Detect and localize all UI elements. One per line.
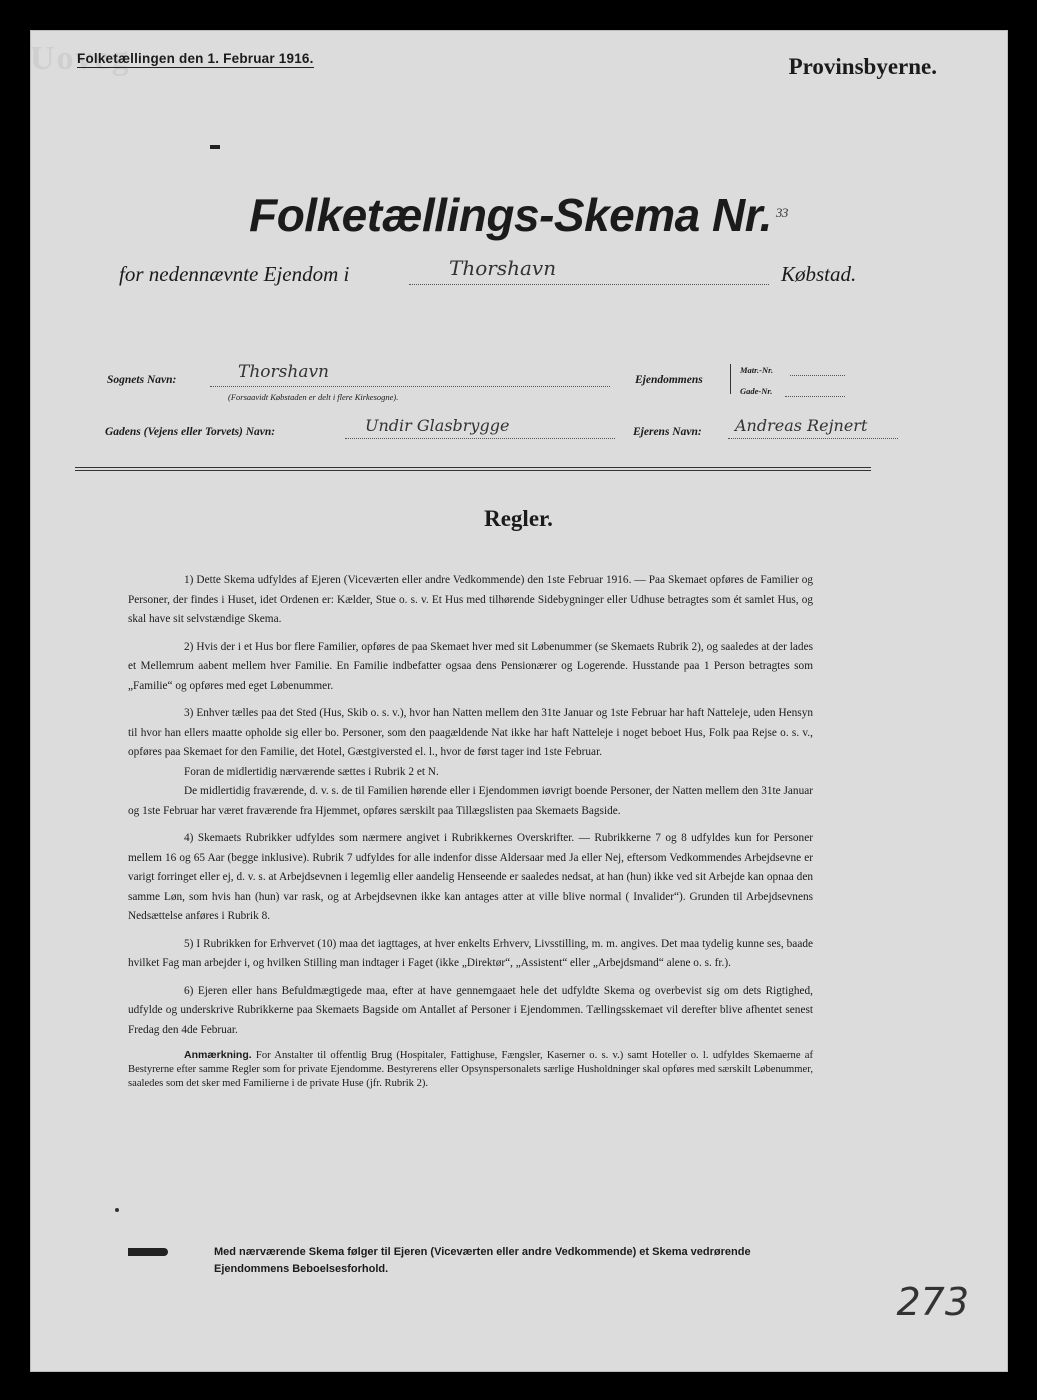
ejer-dotline xyxy=(728,438,898,439)
rules-body xyxy=(128,571,813,1099)
bleed-through-mark: Uoveg xyxy=(30,40,131,77)
town-handwritten: Thorshavn xyxy=(449,256,557,280)
sogn-value: Thorshavn xyxy=(238,362,330,382)
rule-3b: Foran de midlertidig nærværende sættes i Rubrik 2 et N. xyxy=(184,765,439,778)
footer-note xyxy=(130,1244,820,1278)
pointing-hand-icon xyxy=(128,1248,168,1256)
annotation-label: Anmærkning. xyxy=(184,1049,252,1061)
ejendom-brace xyxy=(730,364,731,394)
gade-nr-dotline xyxy=(785,396,845,397)
property-line xyxy=(119,256,889,292)
sogn-label: Sognets Navn: xyxy=(107,374,177,386)
gade-value: Undir Glasbrygge xyxy=(365,416,510,435)
form-number: 33 xyxy=(775,205,788,220)
ejer-value: Andreas Rejnert xyxy=(735,416,868,435)
form-title-text: Folketællings-Skema Nr. xyxy=(249,189,772,241)
rule-3c: De midlertidig fraværende, d. v. s. de til Familien hørende eller i Ejendommen iøvrigt boende Personer, der Natten mellem den 31te Januar og 1ste Februar har været fraværende fra Hjemmet, opføres særskilt paa Tillægslisten paa Skemaets Bagside. xyxy=(128,785,813,817)
divider-top xyxy=(75,467,871,468)
census-header: Folketællingen den 1. Februar 1916. xyxy=(77,51,314,66)
rule-2: 2) Hvis der i et Hus bor flere Familier, opføres de paa Skemaet hver med sit Løbenummer (se Skemaets Rubrik 2), og saaledes at der lades et Mellemrum aabent mellem hver Familie. En Familie indbefatter ogsaa dens Pensionærer og Logerende. Husstande paa 1 Person betragtes som „Familie“ og opføres med eget Løbenummer. xyxy=(128,640,813,692)
property-line-prefix: for nedennævnte Ejendom i xyxy=(119,262,350,286)
rule-3: 3) Enhver tælles paa det Sted (Hus, Skib o. s. v.), hvor han Natten mellem den 31te Januar og 1ste Februar har haft Natteleje, uden Hensyn til hvor han ellers maatte opholde sig eller bo. Personer, som den paagældende Nat ikke har haft Natteleje i noget beboet Hus, Folk paa Rejse o. s. v., opføres paa Skemaet for den Familie, det Hotel, Gæstgiversted el. l., hvor de først tager ind 1ste Februar. xyxy=(128,707,813,758)
gade-dotline xyxy=(345,438,615,439)
rule-6: 6) Ejeren eller hans Befuldmægtigede maa, efter at have gennemgaaet hele det udfyldte Skema og overbevist sig om dets Rigtighed, udfylde og underskrive Rubrikkerne paa Skemaets Bagside om Antallet af Personer i Ejendommen. Tællingsskemaet vil derefter blive afhentet senest Fredag den 4de Februar. xyxy=(128,984,813,1036)
rule-1: 1) Dette Skema udfyldes af Ejeren (Viceværten eller andre Vedkommende) den 1ste Februar 1916. — Paa Skemaet opføres de Familier og Personer, der findes i Huset, idet Ordenen er: Kælder, Stue o. s. v. Et Hus med tilhørende Sidebygninger eller Udhuse betragtes som ét samlet Hus, og skal have sit selvstændige Skema. xyxy=(128,574,813,625)
matr-dotline xyxy=(790,375,845,376)
gade-label: Gadens (Vejens eller Torvets) Navn: xyxy=(105,426,276,438)
ink-mark xyxy=(210,145,220,149)
form-title xyxy=(0,188,1037,242)
divider-bottom xyxy=(75,470,871,471)
gade-nr-label: Gade-Nr. xyxy=(740,386,773,396)
rule-4: 4) Skemaets Rubrikker udfyldes som nærmere angivet i Rubrikkernes Overskrifter. — Rubrikkerne 7 og 8 udfyldes kun for Personer mellem 16 og 65 Aar (begge inklusive). Rubrik 7 udfyldes for alle indenfor disse Aldersaar med Ja eller Nej, eftersom Vedkommendes Arbejdsevne er varigt forringet eller ej, d. v. s. at Arbejdsevnen i legemlig eller aandelig Henseende er saaledes nedsat, at han (hun) ikke ved sit Arbejde kan opnaa den samme Løn, som hvis han (hun) var rask, og at Arbejdsevnen ikke kan antages atter at ville blive normal ( Invalider“). Grunden til Arbejdsevnens Nedsættelse anføres i Rubrik 8. xyxy=(128,832,813,922)
rule-5: 5) I Rubrikken for Erhvervet (10) maa det iagttages, at hver enkelts Erhverv, Livsstilling, m. m. angives. Det maa tydelig kunne ses, baade hvilket Fag man arbejder i, og hvilken Stilling man indtager i Faget (ikke „Direktør“, „Assistent“ eller „Arbejdsmand“ alene o. s. fr.). xyxy=(128,937,813,969)
sogn-dotline xyxy=(210,386,610,387)
region-header: Provinsbyerne. xyxy=(788,54,937,79)
town-dotline xyxy=(409,284,769,285)
sogn-note: (Forsaavidt Købstaden er delt i flere Kirkesogne). xyxy=(228,392,399,402)
matr-label: Matr.-Nr. xyxy=(740,365,774,375)
page-number: 273 xyxy=(896,1280,969,1324)
regler-heading: Regler. xyxy=(484,506,553,531)
annotation-text: For Anstalter til offentlig Brug (Hospitaler, Fattighuse, Fængsler, Kaserner o. s. v.) samt Hoteller o. l. udfyldes Skemaerne af Bestyrerne efter samme Regler som for private Ejendomme. Bestyrerens eller Opsynspersonalets særlige Husholdninger skal opføres med særskilt Løbenummer, saaledes som det sker med Familierne i de private Huse (jfr. Rubrik 2). xyxy=(128,1050,813,1089)
property-line-suffix: Købstad. xyxy=(781,262,857,286)
footer-text: Med nærværende Skema følger til Ejeren (Viceværten eller andre Vedkommende) et Skema vedrørende Ejendommens Beboelsesforhold. xyxy=(214,1246,751,1275)
ejendom-label: Ejendommens xyxy=(635,374,703,386)
annotation xyxy=(128,1048,813,1091)
margin-dot xyxy=(115,1208,119,1212)
ejer-label: Ejerens Navn: xyxy=(633,426,702,438)
